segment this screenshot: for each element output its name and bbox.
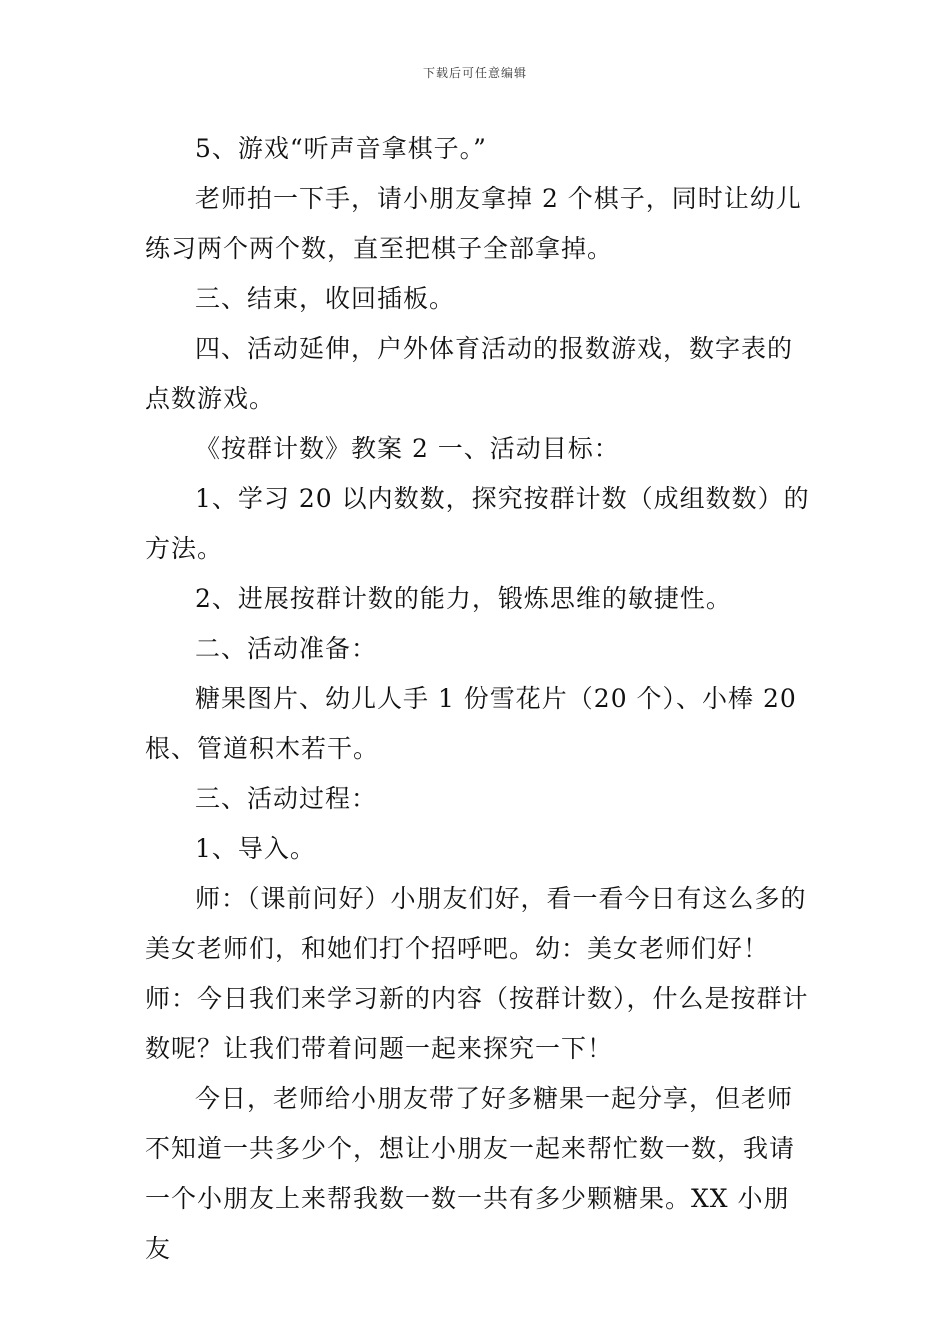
paragraph-goal-1: 1、学习 20 以内数数，探究按群计数（成组数数）的方法。 xyxy=(145,484,810,563)
paragraph-prep-items: 糖果图片、幼儿人手 1 份雪花片（20 个）、小棒 20 根、管道积木若干。 xyxy=(145,684,797,763)
paragraph-goal-2: 2、进展按群计数的能力，锻炼思维的敏捷性。 xyxy=(195,584,732,613)
page-header: 下载后可任意编辑 xyxy=(422,66,527,80)
paragraph-extension: 四、活动延伸，户外体育活动的报数游戏，数字表的点数游戏。 xyxy=(145,334,794,413)
paragraph-process-heading: 三、活动过程： xyxy=(195,784,378,813)
paragraph-game-step: 5、游戏“听声音拿棋子。” xyxy=(195,134,487,163)
document-body xyxy=(145,124,813,1274)
paragraph-prep-heading: 二、活动准备： xyxy=(195,634,378,663)
paragraph-lesson-title: 《按群计数》教案 2 一、活动目标： xyxy=(195,434,620,463)
paragraph-candy: 今日，老师给小朋友带了好多糖果一起分享，但老师不知道一共多少个，想让小朋友一起来帮忙数一数，我请一个小朋友上来帮我数一数一共有多少颗糖果。XX 小朋友 xyxy=(145,1084,796,1263)
paragraph-dialogue: 师：（课前问好）小朋友们好，看一看今日有这么多的美女老师们，和她们打个招呼吧。幼：美女老师们好！师：今日我们来学习新的内容（按群计数），什么是按群计数呢？让我们带着问题一起来探究一下！ xyxy=(145,884,809,1063)
paragraph-teacher-clap: 老师拍一下手，请小朋友拿掉 2 个棋子，同时让幼儿练习两个两个数，直至把棋子全部拿掉。 xyxy=(145,184,802,263)
paragraph-intro: 1、导入。 xyxy=(195,834,316,863)
paragraph-end: 三、结束，收回插板。 xyxy=(195,284,456,313)
